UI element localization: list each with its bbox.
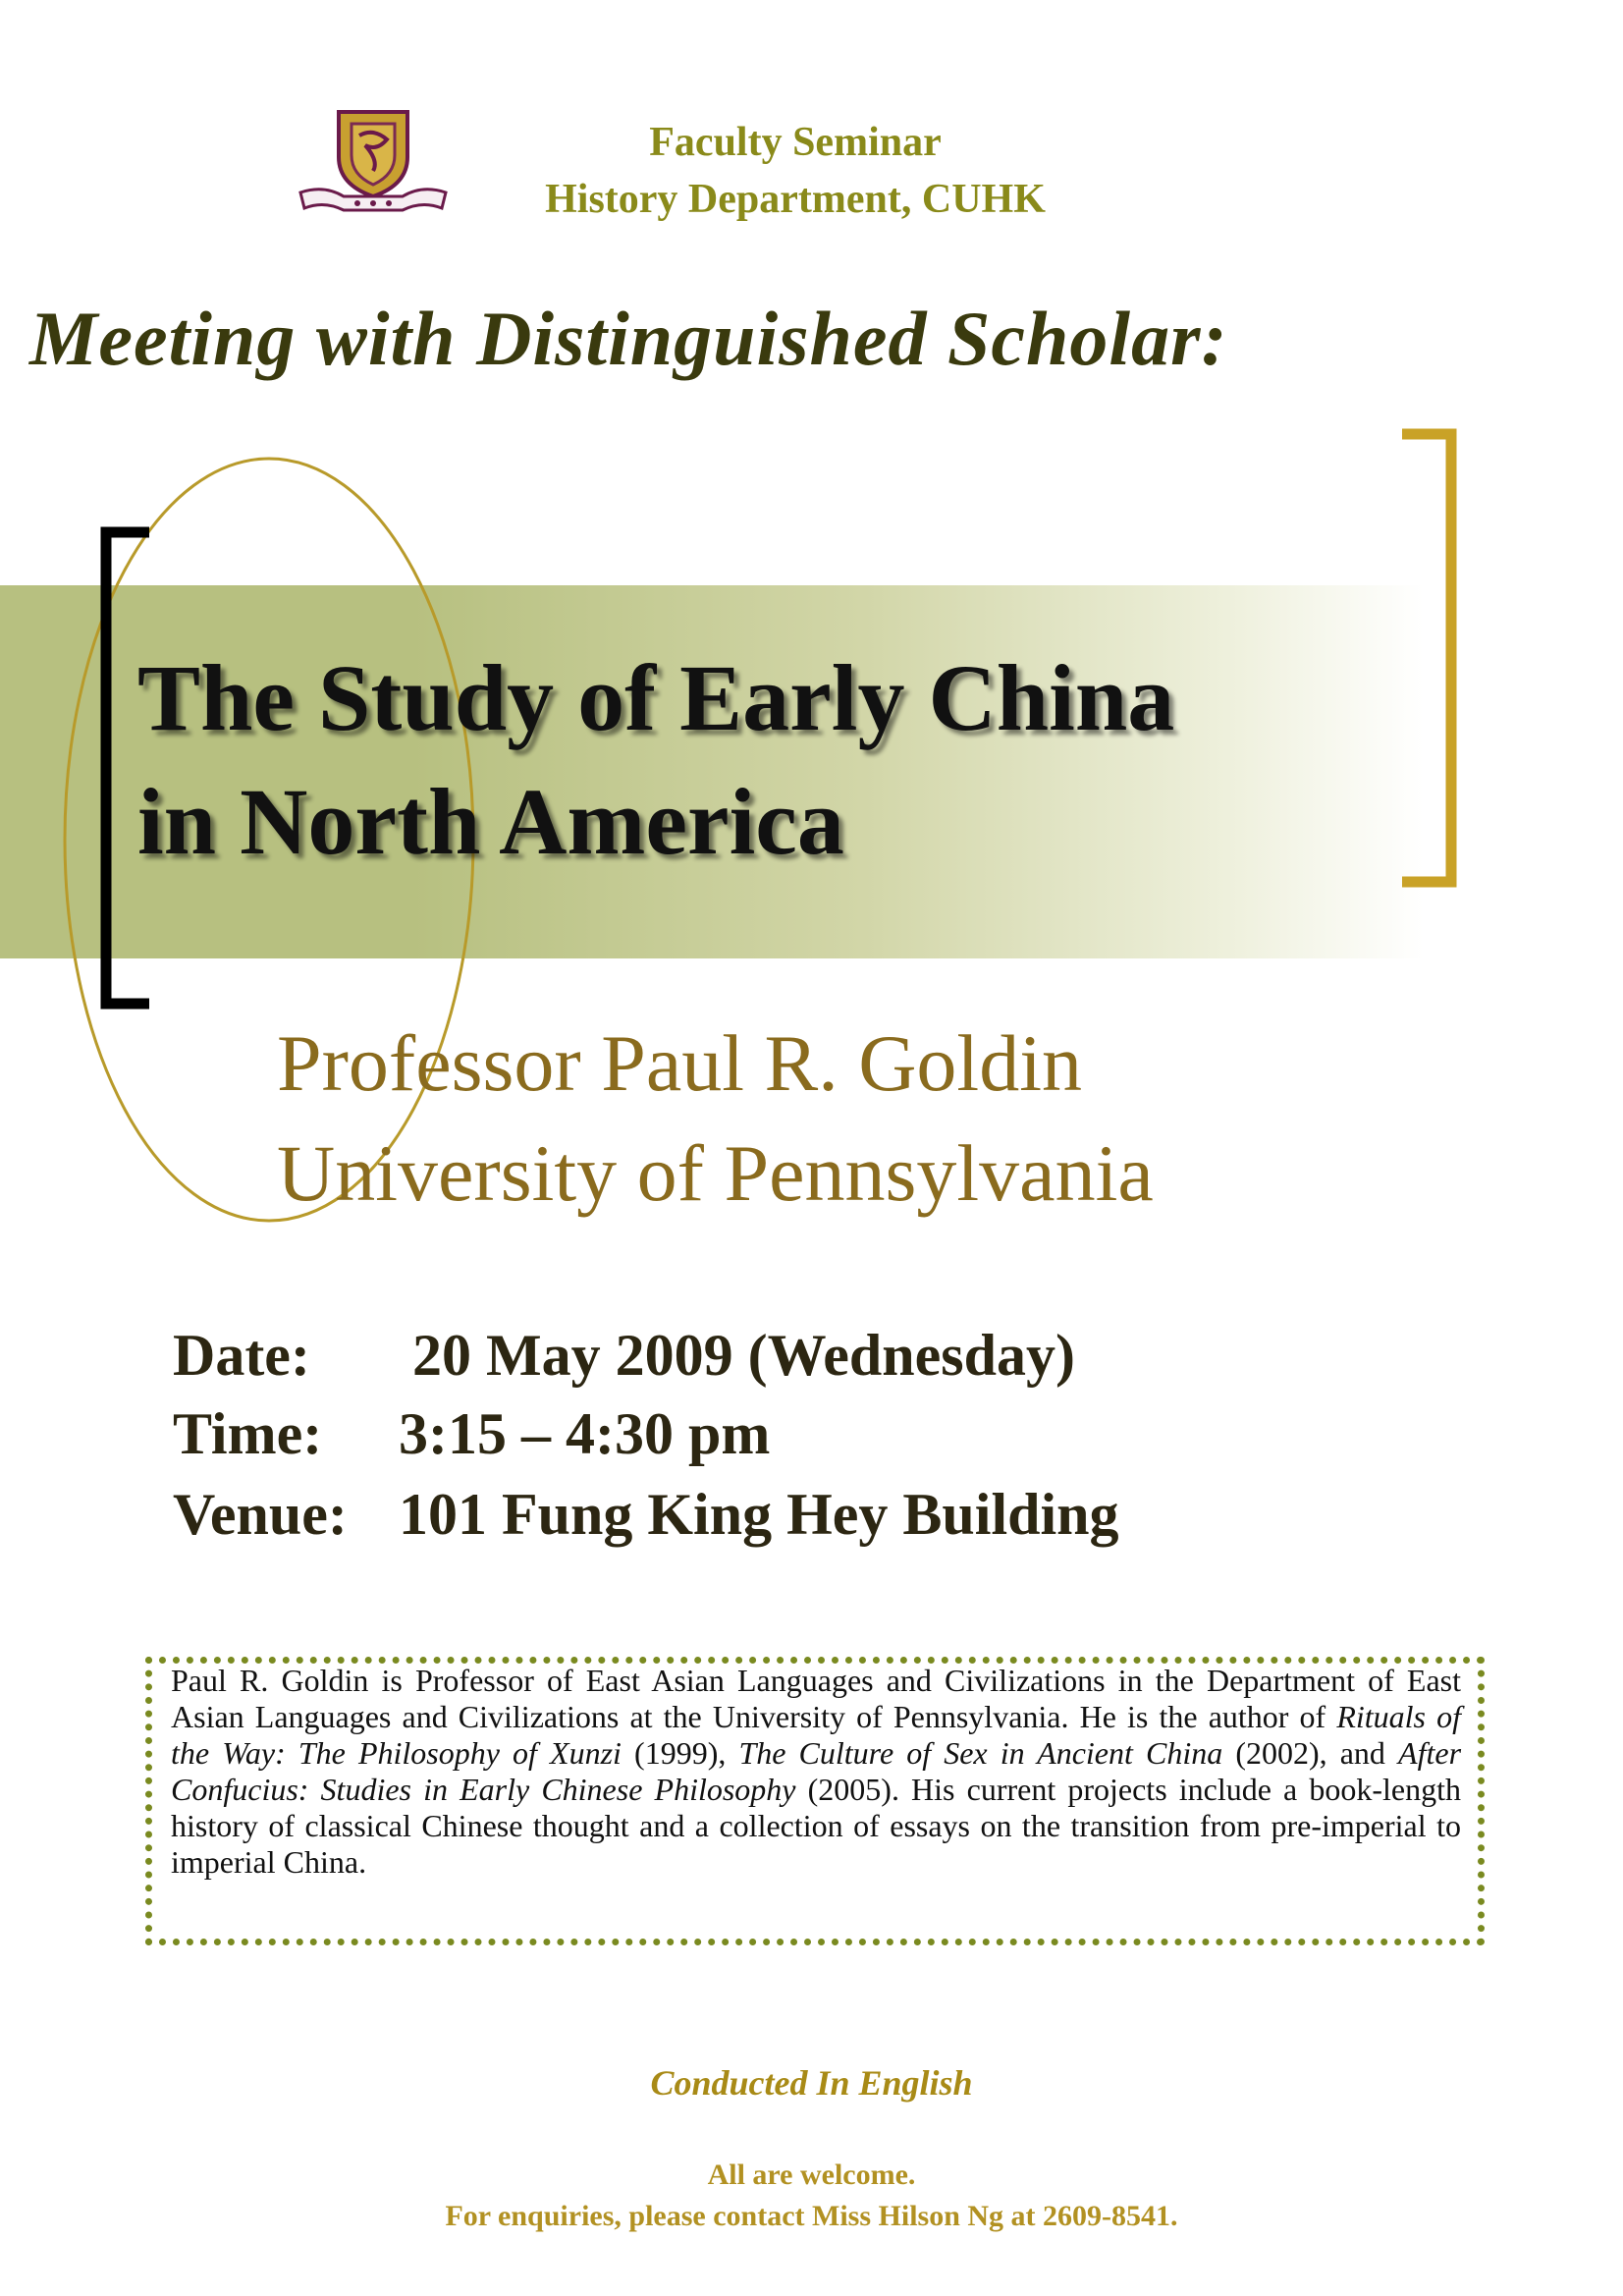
venue-row [173,1481,1119,1559]
bio-book-2: The Culture of Sex in Ancient China [738,1735,1223,1771]
bio-book-1: Rituals of the Way: The Philosophy of Xunzi [171,1699,1462,1771]
bio-intro: Paul R. Goldin is Professor of East Asian Languages and Civilizations in the Department of East Asian Languages and Civilizations at the University of Pennsylvania. He is the author of [171,1663,1461,1734]
bio-year-1: (1999), [621,1735,739,1771]
enquiry-contact: For enquiries, please contact Miss Hilson Ng at 2609-8541. [445,2200,1178,2232]
speaker-affiliation: University of Pennsylvania [277,1128,1154,1218]
time-row [173,1400,770,1479]
bio-rest: (2005). His current projects include a book-length history of classical Chinese thought and a collection of essays on the transition from pre-imperial to imperial China. [171,1772,1462,1880]
event-heading: Meeting with Distinguished Scholar: [29,296,1228,381]
date-row [173,1322,1075,1400]
bio-year-2: (2002), and [1222,1735,1399,1771]
date-value: 20 May 2009 (Wednesday) [412,1323,1075,1388]
welcome-note: All are welcome. [707,2159,916,2191]
venue-value: 101 Fung King Hey Building [399,1482,1119,1547]
seminar-series-title: Faculty Seminar [649,120,942,165]
time-label: Time: [173,1401,323,1466]
language-note: Conducted In English [650,2063,973,2103]
department-name: History Department, CUHK [545,177,1046,222]
venue-label: Venue: [173,1482,348,1547]
date-label: Date: [173,1323,310,1388]
time-value: 3:15 – 4:30 pm [399,1401,771,1466]
talk-title: The Study of Early China in North America [137,645,1175,874]
bio-book-3: After Confucius: Studies in Early Chinese Philosophy [171,1735,1462,1807]
cuhk-crest-logo [295,106,452,216]
speaker-name: Professor Paul R. Goldin [277,1018,1082,1108]
speaker-bio [171,1663,1461,1881]
